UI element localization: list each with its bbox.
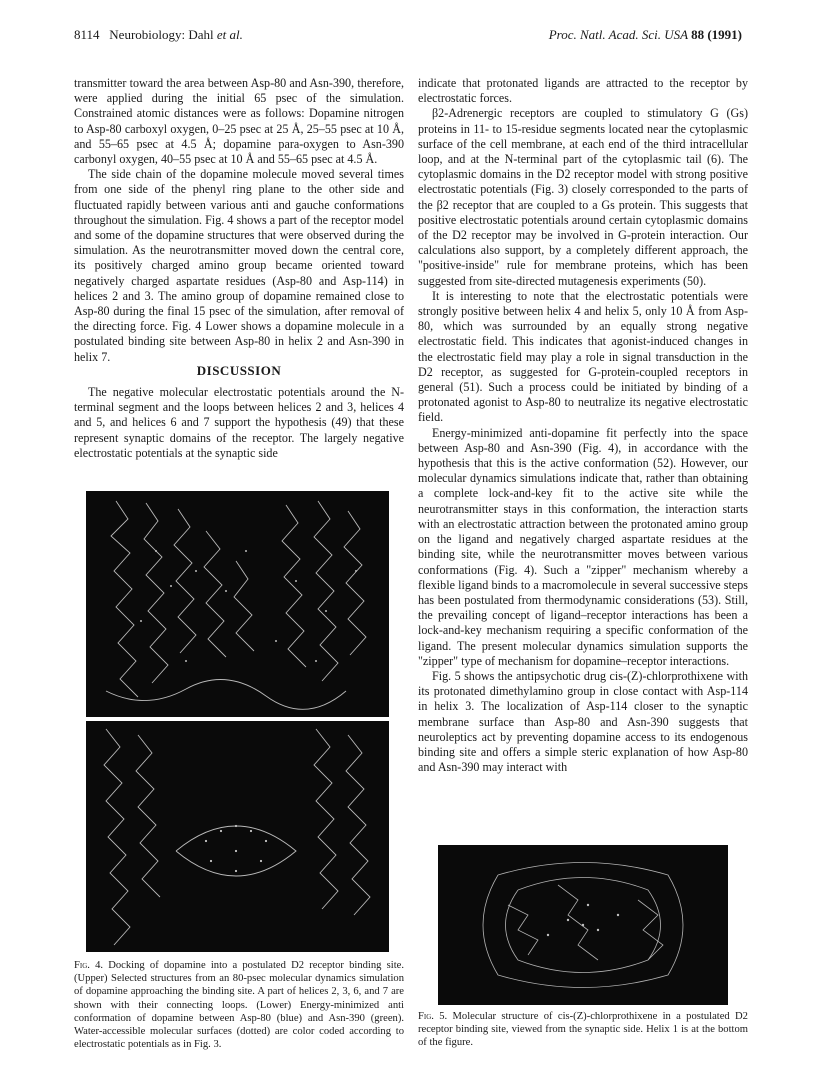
page-header-left — [74, 27, 243, 43]
figure-5-label: Fig. 5. — [418, 1011, 448, 1022]
paragraph: β2-Adrenergic receptors are coupled to stimulatory G (Gs) proteins in 11- to 15-residue segments located near the cytoplasmic surface of the cell membrane, at each end of the third intracellular loop, and at the N-terminal part of the cytoplasmic tail (6). The cytoplasmic domains in the D2 receptor model with strong positive electrostatic potentials (Fig. 3) closely corresponded to the parts of the β2 receptor that are coupled to a Gs protein. This suggests that positive electrostatic potentials around certain cytoplasmic domains of the D2 receptor may be involved in G-protein interaction. Our calculations also support, by a completely different approach, the "positive-inside" rule for membrane proteins, which has been suggested from site-directed mutagenesis experiments (50). — [418, 106, 748, 288]
paragraph: It is interesting to note that the electrostatic potentials were strongly positive between helix 4 and helix 5, only 10 Å from Asp-80, which was surrounded by an equally strong negative electrostatic field. This indicates that agonist-induced changes in the electrostatic field may play a role in signal transduction in the D2 receptor, as suggested for G-protein-coupled receptors in general (51). Such a process could be initiated by binding of a protonated agonist to Asp-80 to neutralize its negative electrostatic field. — [418, 288, 748, 425]
figure-5-caption-text: Molecular structure of cis-(Z)-chlorprothixene in a postulated D2 receptor binding site, viewed from the synaptic side. Helix 1 is at the bottom of the figure. — [418, 1011, 748, 1049]
paragraph: Fig. 5 shows the antipsychotic drug cis-(Z)-chlorprothixene with its protonated dimethylamino group in close contact with Asp-114 in helix 3. The localization of Asp-114 closer to the synaptic membrane surface than Asp-80 and Asn-390 suggests that neuroleptics act by preventing dopamine access to its endogenous binding site and offers a simple steric explanation of how Asp-80 and Asn-390 may interact with — [418, 668, 748, 775]
figure-4-caption-text: Docking of dopamine into a postulated D2 receptor binding site. (Upper) Selected structures from an 80-psec molecular dynamics simulation of dopamine approaching the binding site. A part of helices 2, 3, 6, and 7 are shown with their connecting loops. (Lower) Energy-minimized anti conformation of dopamine between Asp-80 (blue) and Asn-390 (green). Water-accessible molecular surfaces (dotted) are color coded according to electrostatic potentials as in Fig. 3. — [74, 960, 404, 1051]
figure-4-lower-image — [86, 721, 389, 952]
running-header — [74, 27, 742, 47]
left-column-top — [74, 76, 404, 365]
running-title: Neurobiology: Dahl — [109, 27, 214, 42]
paragraph: transmitter toward the area between Asp-80 and Asn-390, therefore, were applied during the initial 65 psec of the simulation. Constrained atomic distances were as follows: Dopamine nitrogen to Asp-80 carboxyl oxygen, 0–25 psec at 25 Å, 25–55 psec at 10 Å, and 55–65 psec at 4.5 Å; dopamine para-oxygen to Asn-390 carbonyl oxygen, 40–55 psec at 10 Å and 55–65 psec at 4.5 Å. — [74, 76, 404, 167]
paragraph: The side chain of the dopamine molecule moved several times from one side of the phenyl ring plane to the other side and fluctuated rapidly between various anti and gauche conformations throughout the simulation. Fig. 4 shows a part of the receptor model and some of the dopamine structures that were observed during the simulation. As the neurotransmitter moved down the central core, its positively charged amino group became oriented toward negatively charged aspartate residues (Asp-80 and Asp-114) in helices 2 and 3. The amino group of dopamine remained close to Asp-80 during the final 15 psec of the simulation, after removal of the directing force. Fig. 4 Lower shows a dopamine molecule in a postulated binding site between Asp-80 in helix 2 and Asn-390 in helix 7. — [74, 167, 404, 364]
figure-4-upper-image — [86, 491, 389, 717]
right-column — [418, 76, 748, 775]
journal-citation — [549, 27, 742, 43]
figure-4-label: Fig. 4. — [74, 960, 104, 971]
figure-5-image — [438, 845, 728, 1005]
paragraph: The negative molecular electrostatic potentials around the N-terminal segment and the loops between helices 2 and 3, helices 4 and 5, and helices 6 and 7 support the hypothesis (49) that these represent synaptic domains of the receptor. The largely negative electrostatic potentials at the synaptic side — [74, 385, 404, 460]
section-heading: DISCUSSION — [196, 363, 282, 378]
paragraph: Energy-minimized anti-dopamine fit perfectly into the space between Asp-80 and Asn-390 (Fig. 4), in accordance with the hypothesis that this is the active conformation (52). However, our molecular dynamics simulations indicate that, rather than obtaining a complete lock-and-key fit to the active site while the neurotransmitter stays in this conformation, the interaction starts with an electrostatic attraction between the protonated amino group on the ligand and negatively charged aspartate residues at the binding site, while the neurotransmitter moves between various conformations (Fig. 4). Such a "zipper" mechanism whereby a flexible ligand binds to a macromolecule in several successive steps has been postulated from thermodynamic considerations (53). Still, the prevailing concept of ligand–receptor interactions has been a lock-and-key mechanism requiring a specific conformation of the ligand. The present molecular dynamics simulation supports the "zipper" type of mechanism for dopamine–receptor interactions. — [418, 425, 748, 668]
page-number: 8114 — [74, 27, 100, 42]
left-column-discussion — [74, 385, 404, 461]
journal-volume: 88 (1991) — [691, 27, 742, 42]
figure-5-caption — [418, 1010, 748, 1050]
figure-4-caption — [74, 959, 404, 1051]
running-title-etal: et al. — [216, 27, 243, 42]
paragraph: indicate that protonated ligands are attracted to the receptor by electrostatic forces. — [418, 76, 748, 106]
journal-name: Proc. Natl. Acad. Sci. USA — [548, 27, 688, 42]
